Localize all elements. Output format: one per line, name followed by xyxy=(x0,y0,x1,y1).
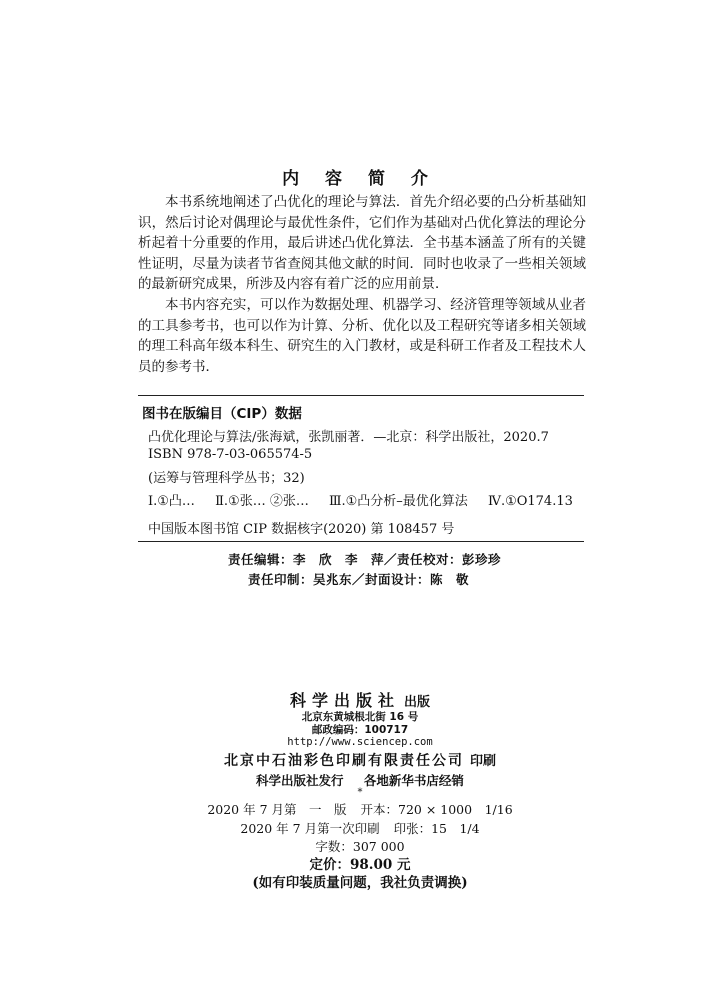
cip-class-3: Ⅲ.①凸分析–最优化算法 xyxy=(328,494,468,509)
publisher-url: http://www.sciencep.com xyxy=(287,736,433,748)
edition: 2020 年 7 月第 一 版 xyxy=(207,802,347,817)
publisher-postcode: 邮政编码：100717 xyxy=(311,724,409,736)
printer-line xyxy=(0,750,720,770)
cip-class-4: Ⅳ.①O174.13 xyxy=(487,494,573,509)
format: 开本：720 × 1000 1/16 xyxy=(360,802,513,817)
publisher-suffix: 出版 xyxy=(404,695,431,710)
sheets: 印张：15 1/4 xyxy=(393,821,480,836)
cip-bottom-rule xyxy=(138,541,584,542)
intro-body xyxy=(138,192,586,377)
cip-series: (运筹与管理科学丛书；32) xyxy=(148,471,305,486)
retailer: 各地新华书店经销 xyxy=(363,773,464,788)
publisher-line xyxy=(0,688,720,711)
intro-title: 内 容 简 介 xyxy=(282,169,438,189)
printing: 2020 年 7 月第一次印刷 xyxy=(240,821,380,836)
editor-credits: 责任编辑：李 欣 李 萍／责任校对：彭珍珍 xyxy=(228,552,502,567)
printer-name: 北京中石油彩色印刷有限责任公司 xyxy=(223,753,464,769)
cip-isbn: ISBN 978-7-03-065574-5 xyxy=(148,447,313,462)
distributor: 科学出版社发行 xyxy=(256,773,344,788)
printing-line xyxy=(0,819,720,837)
intro-paragraph-2: 本书内容充实，可以作为数据处理、机器学习、经济管理等领域从业者的工具参考书，也可以作为计算、分析、优化以及工程研究等诸多相关领域的理工科高年级本科生、研究生的入门教材，或是科研工作者及工程技术人员的参考书． xyxy=(138,296,586,375)
word-count: 字数：307 000 xyxy=(315,839,405,854)
separator-asterisk: * xyxy=(357,787,363,798)
cip-heading: 图书在版编目（CIP）数据 xyxy=(142,406,302,422)
price: 定价：98.00 元 xyxy=(309,857,411,873)
cip-class-2: Ⅱ.①张… ②张… xyxy=(215,494,309,509)
cip-top-rule xyxy=(138,395,584,396)
publisher-address: 北京东黄城根北街 16 号 xyxy=(301,711,419,723)
quality-note: (如有印装质量问题，我社负责调换) xyxy=(252,875,468,891)
cip-title-line: 凸优化理论与算法/张海斌，张凯丽著．—北京：科学出版社，2020.7 xyxy=(148,430,549,445)
production-credits: 责任印制：吴兆东／封面设计：陈 敬 xyxy=(248,572,470,587)
printer-suffix: 印刷 xyxy=(469,754,496,769)
cip-record-number: 中国版本图书馆 CIP 数据核字(2020) 第 108457 号 xyxy=(148,522,455,537)
cip-class-1: Ⅰ.①凸… xyxy=(148,494,195,509)
edition-line xyxy=(0,800,720,818)
intro-paragraph-1: 本书系统地阐述了凸优化的理论与算法．首先介绍必要的凸分析基础知识，然后讨论对偶理论与最优性条件，它们作为基础对凸优化算法的理论分析起着十分重要的作用，最后讲述凸优化算法．全书基本涵盖了所有的关键性证明，尽量为读者节省查阅其他文献的时间．同时也收录了一些相关领域的最新研究成果，所涉及内容有着广泛的应用前景． xyxy=(138,194,586,293)
cip-classification xyxy=(148,490,589,509)
publisher-name: 科学出版社 xyxy=(289,691,400,710)
